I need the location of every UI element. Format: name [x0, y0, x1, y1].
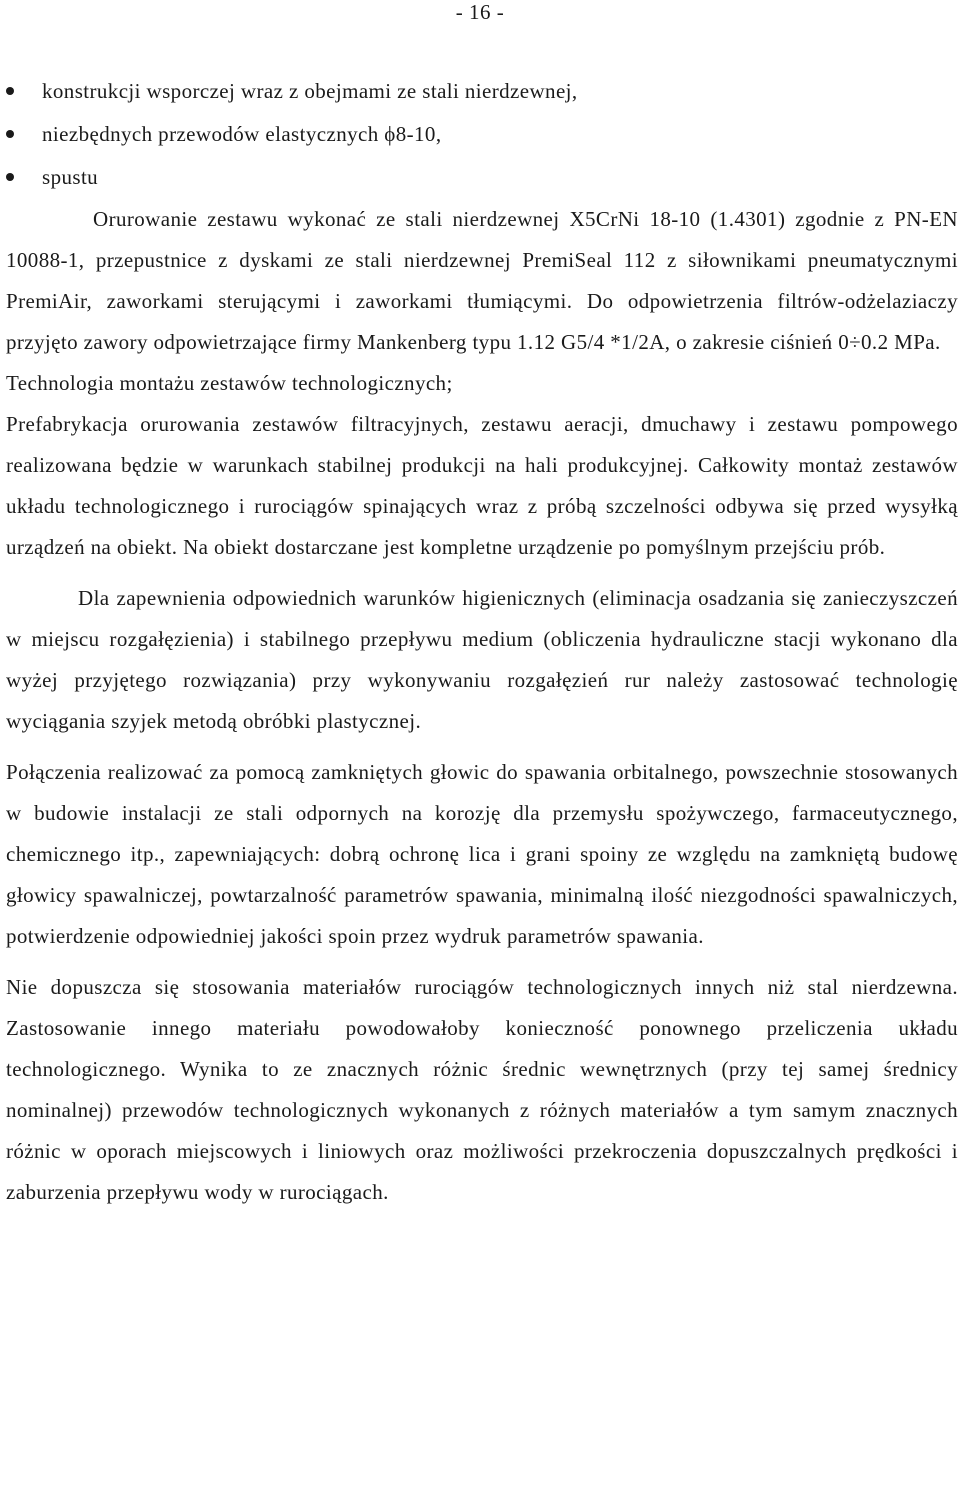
bullet-list: [6, 70, 958, 199]
bullet-item-1: konstrukcji wsporczej wraz z obejmami ze stali nierdzewnej,: [6, 70, 958, 113]
paragraph-assembly-heading: Technologia montażu zestawów technologicznych;: [6, 371, 453, 395]
paragraph-prefabrication: Prefabrykacja orurowania zestawów filtracyjnych, zestawu aeracji, dmuchawy i zestawu pompowego realizowana będzie w warunkach stabilnej produkcji na hali produkcyjnej. Całkowity montaż zestawów układu technologicznego i rurociągów spinających wraz z próbą szczelności odbywa się przed wysyłką urządzeń na obiekt. Na obiekt dostarczane jest kompletne urządzenie po pomyślnym przejściu prób.: [6, 412, 958, 559]
page-number: - 16 -: [455, 0, 505, 24]
paragraph-hygiene: Dla zapewnienia odpowiednich warunków higienicznych (eliminacja osadzania się zanieczyszczeń w miejscu rozgałęzienia) i stabilnego przepływu medium (obliczenia hydrauliczne stacji wykonano dla wyżej przyjętego rozwiązania) przy wykonywaniu rozgałęzień rur należy zastosować technologię wyciągania szyjek metodą obróbki plastycznej.: [6, 586, 958, 733]
paragraph-welding: Połączenia realizować za pomocą zamkniętych głowic do spawania orbitalnego, powszechnie stosowanych w budowie instalacji ze stali odpornych na korozję dla przemysłu spożywczego, farmaceutycznego, chemicznego itp., zapewniających: dobrą ochronę lica i grani spoiny ze względu na zamkniętą budowę głowicy spawalniczej, powtarzalność parametrów spawania, minimalną ilość niezgodności spawalniczych, potwierdzenie odpowiedniej jakości spoin przez wydruk parametrów spawania.: [6, 760, 958, 948]
page-content: [6, 70, 958, 1213]
bullet-item-3: spustu: [6, 156, 958, 199]
paragraph-piping: Orurowanie zestawu wykonać ze stali nierdzewnej X5CrNi 18-10 (1.4301) zgodnie z PN-EN 10088-1, przepustnice z dyskami ze stali nierdzewnej PremiSeal 112 z siłownikami pneumatycznymi PremiAir, zaworkami sterującymi i zaworkami tłumiącymi. Do odpowietrzenia filtrów-odżelaziaczy przyjęto zawory odpowietrzające firmy Mankenberg typu 1.12 G5/4 *1/2A, o zakresie ciśnień 0÷0.2 MPa.: [6, 207, 958, 354]
bullet-item-2: niezbędnych przewodów elastycznych ϕ8-10,: [6, 113, 958, 156]
paragraph-materials: Nie dopuszcza się stosowania materiałów rurociągów technologicznych innych niż stal nierdzewna. Zastosowanie innego materiału powodowałoby konieczność ponownego przeliczenia układu technologicznego. Wynika to ze znacznych różnic średnic wewnętrznych (przy tej samej średnicy nominalnej) przewodów technologicznych wykonanych z różnych materiałów a tym samym znacznych różnic w oporach miejscowych i liniowych oraz możliwości przekroczenia dopuszczalnych prędkości i zaburzenia przepływu wody w rurociągach.: [6, 975, 958, 1204]
